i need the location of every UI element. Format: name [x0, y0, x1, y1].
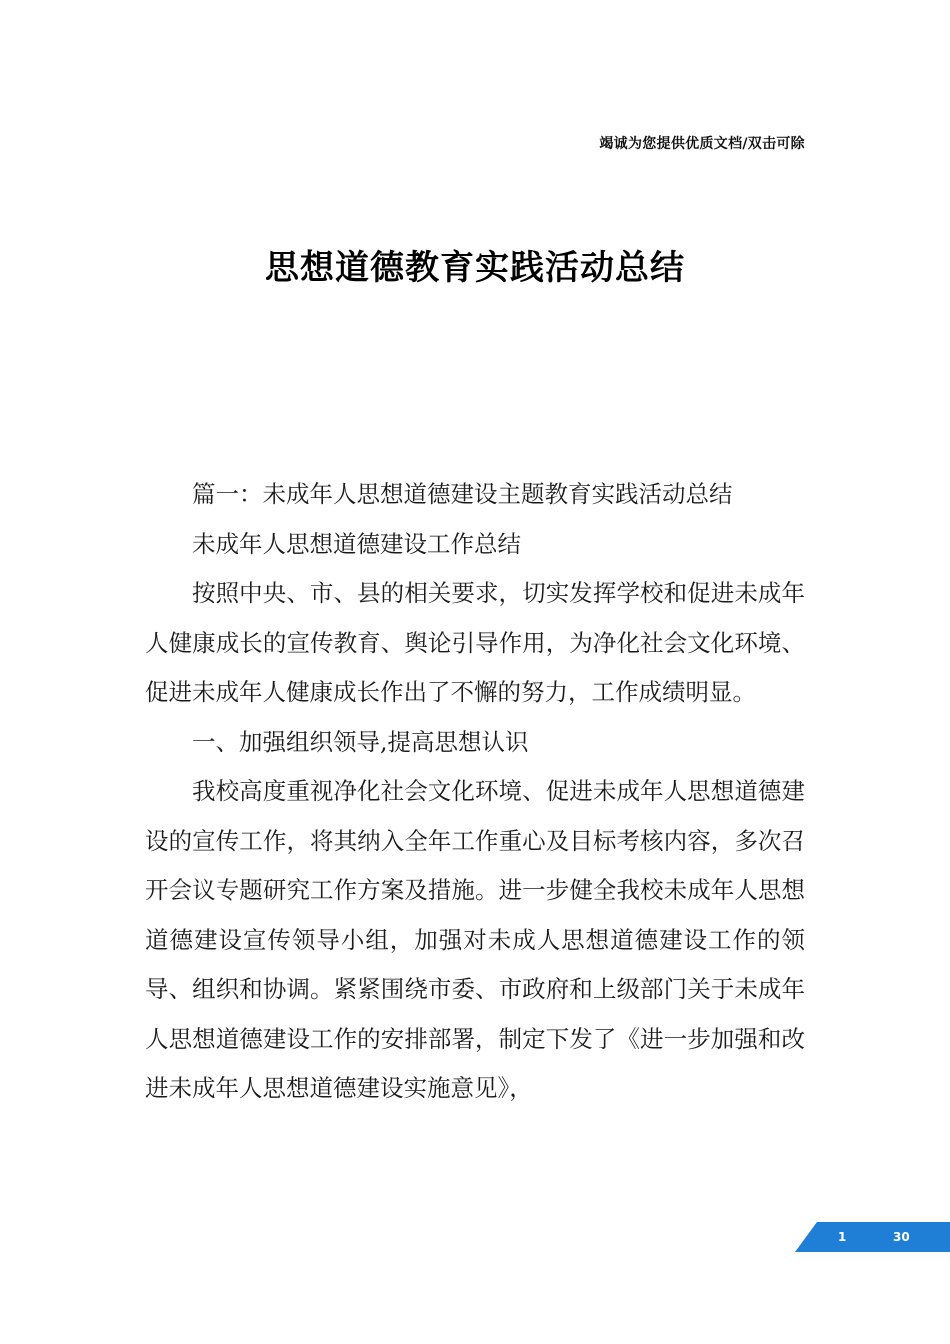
document-body: [145, 470, 805, 1114]
document-title: 思想道德教育实践活动总结: [265, 248, 685, 288]
body-paragraph: 我校高度重视净化社会文化环境、促进未成年人思想道德建设的宣传工作，将其纳入全年工作重心及目标考核内容，多次召开会议专题研究工作方案及措施。进一步健全我校未成年人思想道德建设宣传领导小组，加强对未成人思想道德建设工作的领导、组织和协调。紧紧围绕市委、市政府和上级部门关于未成年人思想道德建设工作的安排部署，制定下发了《进一步加强和改进未成年人思想道德建设实施意见》，: [145, 777, 805, 1102]
header-note: 竭诚为您提供优质文档/双击可除: [599, 136, 805, 152]
subtitle-paragraph: 未成年人思想道德建设工作总结: [192, 529, 521, 558]
section-heading: 篇一：未成年人思想道德建设主题教育实践活动总结: [192, 480, 733, 508]
section-heading: 一、加强组织领导,提高思想认识: [192, 727, 529, 756]
body-paragraph: 按照中央、市、县的相关要求，切实发挥学校和促进未成年人健康成长的宣传教育、舆论引导作用，为净化社会文化环境、促进未成年人健康成长作出了不懈的努力，工作成绩明显。: [145, 579, 805, 706]
page-current-number: 1: [838, 1230, 847, 1244]
page-number-badge: [795, 1222, 950, 1252]
page-total-number: 30: [893, 1230, 910, 1244]
